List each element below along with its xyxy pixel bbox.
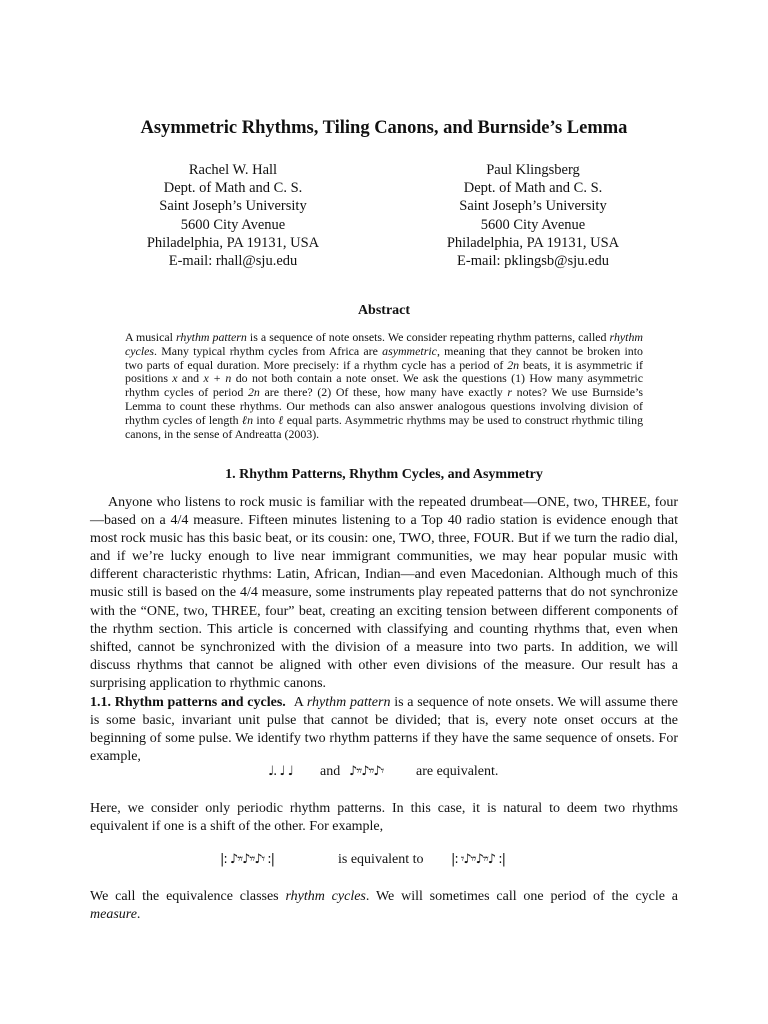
author-university: Saint Joseph’s University	[159, 198, 307, 215]
math: 2n	[507, 357, 520, 372]
section-paragraph: Anyone who listens to rock music is familiar with the repeated drumbeat—ONE, two, THREE, four—based on a 4/4 measure. Fifteen minutes listening to a Top 40 radio station is evidence enough that most rock music has this basic beat, or its cousin: one, TWO, three, FOUR. But if we turn the radio dial, and if we’re lucky enough to live near immigrant communities, we may hear popular music with different characteristic rhythms: Latin, African, Indian—and even Macedonian. Although much of this music still is based on the 4/4 measure, some instruments play repeated patterns that do not synchronize with the “ONE, two, THREE, four” beat, creating an exciting tension between different components of the rhythm section. This article is concerned with classifying and counting rhythms that, even when shifted, cannot be synchronized with the division of a measure into two parts. In addition, we will discuss rhythms that cannot be aligned with other even divisions of the measure. Our result has a surprising application to rhythmic canons.	[90, 495, 678, 691]
author-block-2	[403, 161, 663, 270]
author-name: Paul Klingsberg	[486, 162, 580, 178]
math: 2n	[247, 385, 260, 400]
paper-title: Asymmetric Rhythms, Tiling Canons, and Burnside’s Lemma	[140, 118, 628, 138]
author-dept: Dept. of Math and C. S.	[163, 180, 303, 197]
author-email: E-mail: pklingsb@sju.edu	[457, 253, 609, 270]
rhythm-notation-right: ♪𝄾𝄾♪𝄾𝄾♪𝄾	[349, 764, 384, 779]
subsection-heading: 1.1. Rhythm patterns and cycles.	[90, 695, 286, 710]
math: r	[507, 385, 512, 400]
math: ℓn	[241, 412, 254, 427]
author-street: 5600 City Avenue	[480, 216, 586, 233]
section-heading: 1. Rhythm Patterns, Rhythm Cycles, and Asymmetry	[225, 467, 543, 482]
author-city: Philadelphia, PA 19131, USA	[446, 234, 620, 251]
abstract-text: A musical rhythm pattern is a sequence of note onsets. We consider repeating rhythm patterns, called rhythm cycles. Many typical rhythm cycles from Africa are asymmetric, meaning that they cannot be broken into two parts of equal duration. More precisely: if a rhythm cycle has a period of 2n beats, it is asymmetric if positions x and x + n do not both contain a note onset. We ask the questions (1) How many asymmetric rhythm cycles of period 2n are there? (2) Of these, how many have exactly r notes? We use Burnside’s Lemma to count these rhythms. Our methods can also answer analogous questions involving division of rhythm cycles of length ℓn into ℓ equal parts. Asymmetric rhythms may be used to construct rhythmic tiling canons, in the sense of Andreatta (2003).	[125, 330, 644, 441]
author-email: E-mail: rhall@sju.edu	[168, 253, 298, 270]
abstract-heading: Abstract	[357, 303, 411, 318]
example-tail: are equivalent.	[416, 764, 499, 779]
rhythm-notation-right: |: 𝄾♪𝄾𝄾♪𝄾𝄾♪ :|	[451, 852, 505, 867]
example-connector: and	[320, 764, 341, 779]
emphasis: measure	[90, 907, 137, 923]
paragraph: Here, we consider only periodic rhythm patterns. In this case, it is natural to deem two rhythms equivalent if one is a shift of the other. For example,	[90, 801, 678, 835]
rhythm-notation-left: ♩. ♩ ♩	[268, 764, 293, 779]
author-university: Saint Joseph’s University	[459, 198, 607, 215]
emphasis: rhythm cycles	[285, 889, 366, 904]
author-block-1	[103, 161, 363, 270]
math: x	[172, 371, 178, 386]
author-street: 5600 City Avenue	[180, 216, 286, 233]
rhythm-notation-left: |: ♪𝄾𝄾♪𝄾𝄾♪𝄾 :|	[220, 852, 274, 867]
emphasis: rhythm cycles	[125, 330, 644, 358]
author-dept: Dept. of Math and C. S.	[463, 180, 603, 197]
emphasis: rhythm pattern	[176, 330, 247, 344]
author-name: Rachel W. Hall	[188, 162, 278, 178]
emphasis: asymmetric	[382, 343, 437, 358]
example-connector: is equivalent to	[338, 852, 424, 867]
subsection-paragraph: 1.1. Rhythm patterns and cycles. A rhythm pattern is a sequence of note onsets. We will assume there is some basic, invariant unit pulse that cannot be divided; that is, every note onset occurs at the beginning of some pulse. We identify two rhythm patterns if they have the same sequence of onsets. For example,	[90, 695, 678, 765]
paragraph: We call the equivalence classes rhythm cycles. We will sometimes call one period of the cycle a measure.	[90, 889, 679, 923]
emphasis: rhythm pattern	[306, 695, 391, 710]
author-city: Philadelphia, PA 19131, USA	[146, 234, 320, 251]
math: x + n	[203, 371, 232, 386]
math: ℓ	[278, 412, 284, 427]
